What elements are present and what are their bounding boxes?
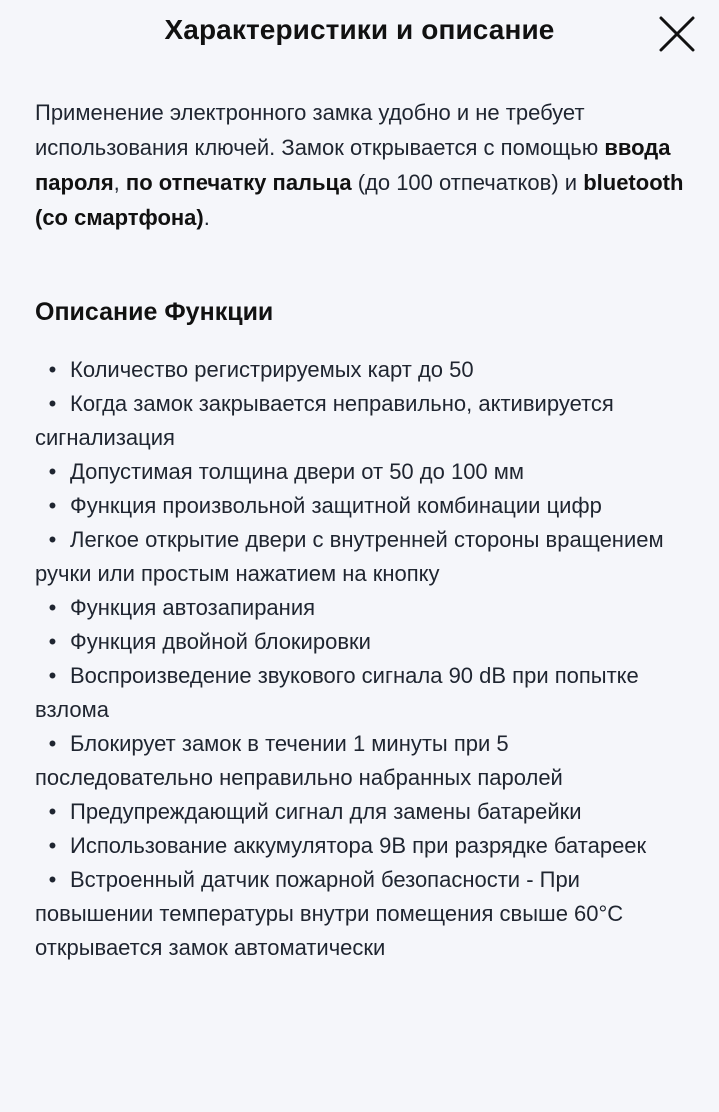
bullet-icon: •: [48, 663, 57, 688]
feature-item: [35, 353, 675, 387]
bullet-icon: •: [48, 527, 57, 552]
intro-bold-fingerprint: по отпечатку пальца: [125, 170, 352, 195]
intro-text-3: (до 100 отпечатков) и: [351, 170, 584, 195]
feature-item: [35, 523, 675, 591]
feature-item: [35, 387, 675, 455]
bullet-icon: •: [48, 731, 57, 756]
feature-text: Встроенный датчик пожарной безопасности - При повышении температуры внутри помещения свыше 60°С открывается замок автоматически: [35, 867, 624, 960]
modal-header: [0, 0, 719, 64]
intro-text-4: .: [203, 205, 210, 230]
feature-text: Допустимая толщина двери от 50 до 100 мм: [70, 459, 525, 484]
feature-item: [35, 727, 675, 795]
feature-item: [35, 625, 675, 659]
bullet-icon: •: [48, 867, 57, 892]
feature-text: Функция произвольной защитной комбинации цифр: [70, 493, 602, 518]
bullet-icon: •: [48, 833, 57, 858]
feature-text: Предупреждающий сигнал для замены батарейки: [70, 799, 582, 824]
feature-text: Функция двойной блокировки: [70, 629, 371, 654]
section-heading: Описание Функции: [35, 298, 274, 326]
feature-item: [35, 659, 675, 727]
feature-text: Функция автозапирания: [70, 595, 316, 620]
feature-text: Количество регистрируемых карт до 50: [70, 357, 474, 382]
bullet-icon: •: [48, 459, 57, 484]
feature-item: [35, 591, 675, 625]
feature-text: Легкое открытие двери с внутренней стороны вращением ручки или простым нажатием на кнопку: [35, 527, 664, 586]
bullet-icon: •: [48, 391, 57, 416]
bullet-icon: •: [48, 493, 57, 518]
feature-item: [35, 795, 675, 829]
feature-text: Воспроизведение звукового сигнала 90 dB при попытке взлома: [35, 663, 639, 722]
feature-item: [35, 455, 675, 489]
bullet-icon: •: [48, 629, 57, 654]
bullet-icon: •: [48, 595, 57, 620]
description-content: [35, 95, 685, 326]
feature-item: [35, 489, 675, 523]
modal-title: Характеристики и описание: [164, 14, 555, 45]
feature-item: [35, 863, 675, 965]
intro-text-2: ,: [113, 170, 126, 195]
close-button[interactable]: [657, 14, 697, 54]
intro-paragraph: [35, 95, 685, 235]
close-icon: [657, 14, 697, 54]
features-list: [35, 353, 675, 965]
intro-text-1: Применение электронного замка удобно и не требует использования ключей. Замок открывается с помощью: [35, 100, 605, 160]
intro-bold-password: ввода пароля: [35, 135, 671, 195]
bullet-icon: •: [48, 357, 57, 382]
feature-text: Использование аккумулятора 9В при разрядке батареек: [70, 833, 647, 858]
bullet-icon: •: [48, 799, 57, 824]
feature-item: [35, 829, 675, 863]
feature-text: Когда замок закрывается неправильно, активируется сигнализация: [35, 391, 614, 450]
feature-text: Блокирует замок в течении 1 минуты при 5 последовательно неправильно набранных паролей: [35, 731, 563, 790]
intro-bold-bluetooth: bluetooth (со смартфона): [35, 170, 684, 230]
